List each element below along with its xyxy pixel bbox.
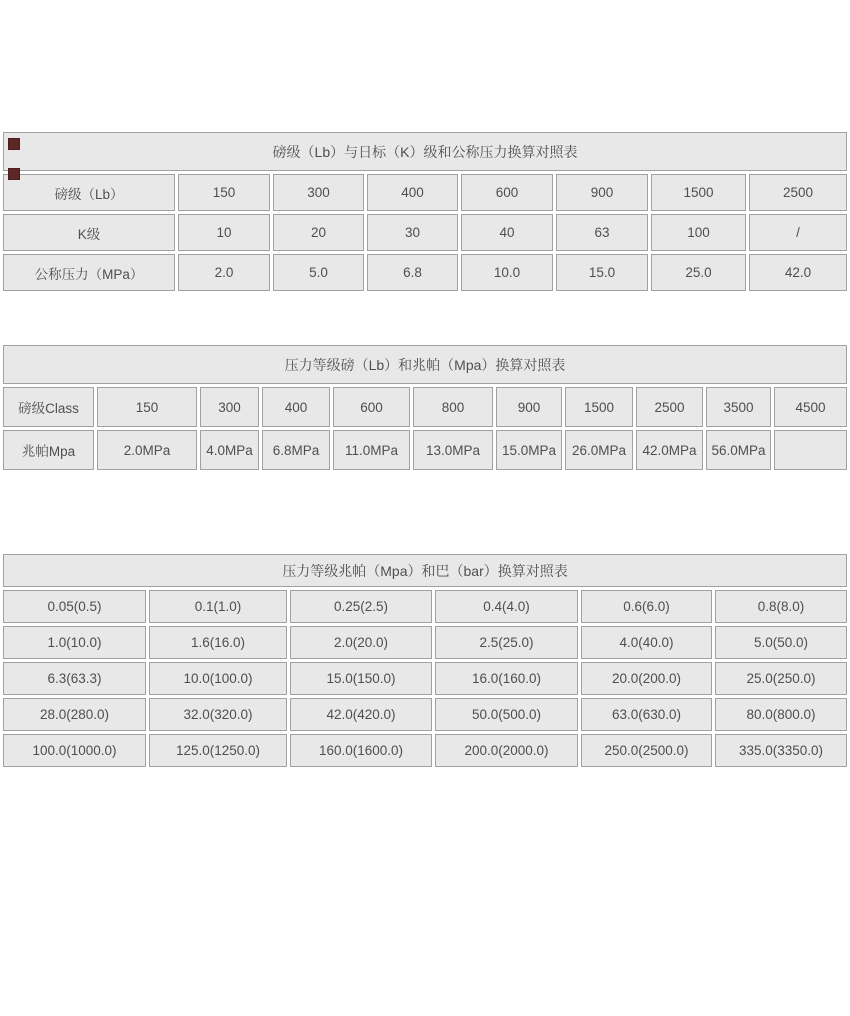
table-cell: 25.0(250.0) xyxy=(715,662,847,695)
table-title-row xyxy=(3,554,847,587)
table-cell: 42.0(420.0) xyxy=(290,698,432,731)
table-cell: 2.5(25.0) xyxy=(435,626,578,659)
table-cell: 63.0(630.0) xyxy=(581,698,712,731)
table-cell: 50.0(500.0) xyxy=(435,698,578,731)
table-title-row xyxy=(3,132,847,171)
table-row xyxy=(3,626,847,659)
table-cell: 125.0(1250.0) xyxy=(149,734,287,767)
table-cell: 335.0(3350.0) xyxy=(715,734,847,767)
table-cell: 250.0(2500.0) xyxy=(581,734,712,767)
table-row xyxy=(3,662,847,695)
table-row xyxy=(3,734,847,767)
table-row xyxy=(3,698,847,731)
table-cell: 10 xyxy=(178,214,270,251)
table-cell: 30 xyxy=(367,214,458,251)
table-cell: 5.0(50.0) xyxy=(715,626,847,659)
row-label-cell: 磅级Class xyxy=(3,387,94,427)
row-label-cell: 100.0(1000.0) xyxy=(3,734,146,767)
table-cell: 56.0MPa xyxy=(706,430,771,470)
table-cell: 150 xyxy=(178,174,270,211)
table-cell: 1.6(16.0) xyxy=(149,626,287,659)
table-cell: 400 xyxy=(367,174,458,211)
table-cell: 3500 xyxy=(706,387,771,427)
table-cell: 5.0 xyxy=(273,254,364,291)
table-cell: 10.0 xyxy=(461,254,553,291)
table-cell: 80.0(800.0) xyxy=(715,698,847,731)
table-cell: 2.0 xyxy=(178,254,270,291)
table-cell: 6.8 xyxy=(367,254,458,291)
table-cell: 15.0MPa xyxy=(496,430,562,470)
table-cell: 900 xyxy=(496,387,562,427)
table-cell: 32.0(320.0) xyxy=(149,698,287,731)
table-cell: 400 xyxy=(262,387,330,427)
table-cell: 4.0(40.0) xyxy=(581,626,712,659)
row-label-cell: 公称压力（MPa） xyxy=(3,254,175,291)
table-cell: 600 xyxy=(333,387,410,427)
table-cell: 26.0MPa xyxy=(565,430,633,470)
pound-mpa-conversion-table xyxy=(0,342,850,473)
table-cell: 40 xyxy=(461,214,553,251)
table-title: 压力等级兆帕（Mpa）和巴（bar）换算对照表 xyxy=(3,554,847,587)
table-cell: 20.0(200.0) xyxy=(581,662,712,695)
table-cell: 42.0MPa xyxy=(636,430,703,470)
table-cell: 0.4(4.0) xyxy=(435,590,578,623)
table-row xyxy=(3,590,847,623)
table-cell: 11.0MPa xyxy=(333,430,410,470)
table-cell: / xyxy=(749,214,847,251)
table-title-row xyxy=(3,345,847,384)
row-label-cell: 28.0(280.0) xyxy=(3,698,146,731)
table-cell: 0.25(2.5) xyxy=(290,590,432,623)
table-cell: 800 xyxy=(413,387,493,427)
table-cell: 160.0(1600.0) xyxy=(290,734,432,767)
table-cell: 1500 xyxy=(565,387,633,427)
row-label-cell: 兆帕Mpa xyxy=(3,430,94,470)
table-cell: 10.0(100.0) xyxy=(149,662,287,695)
table-cell xyxy=(774,430,847,470)
table-cell: 15.0 xyxy=(556,254,648,291)
table-body xyxy=(3,174,847,291)
table-body xyxy=(3,590,847,767)
table-row xyxy=(3,430,847,470)
table-cell: 6.8MPa xyxy=(262,430,330,470)
row-label-cell: K级 xyxy=(3,214,175,251)
row-label-cell: 1.0(10.0) xyxy=(3,626,146,659)
table-cell: 2500 xyxy=(749,174,847,211)
table-cell: 20 xyxy=(273,214,364,251)
table-row xyxy=(3,174,847,211)
table-cell: 42.0 xyxy=(749,254,847,291)
table-row xyxy=(3,214,847,251)
table-row xyxy=(3,387,847,427)
table-cell: 300 xyxy=(273,174,364,211)
table-cell: 4.0MPa xyxy=(200,430,259,470)
table-title: 压力等级磅（Lb）和兆帕（Mpa）换算对照表 xyxy=(3,345,847,384)
table-title: 磅级（Lb）与日标（K）级和公称压力换算对照表 xyxy=(3,132,847,171)
table-cell: 0.1(1.0) xyxy=(149,590,287,623)
table-cell: 0.6(6.0) xyxy=(581,590,712,623)
broken-image-icon xyxy=(8,168,20,180)
row-label-cell: 6.3(63.3) xyxy=(3,662,146,695)
table-cell: 900 xyxy=(556,174,648,211)
table-cell: 16.0(160.0) xyxy=(435,662,578,695)
table-cell: 4500 xyxy=(774,387,847,427)
row-label-cell: 磅级（Lb） xyxy=(3,174,175,211)
table-cell: 13.0MPa xyxy=(413,430,493,470)
table-cell: 2500 xyxy=(636,387,703,427)
table-cell: 200.0(2000.0) xyxy=(435,734,578,767)
table-row xyxy=(3,254,847,291)
mpa-bar-conversion-table xyxy=(0,551,850,770)
table-cell: 25.0 xyxy=(651,254,746,291)
table-cell: 2.0MPa xyxy=(97,430,197,470)
table-body xyxy=(3,387,847,470)
table-cell: 100 xyxy=(651,214,746,251)
table-cell: 150 xyxy=(97,387,197,427)
page xyxy=(0,129,850,1016)
table-cell: 600 xyxy=(461,174,553,211)
row-label-cell: 0.05(0.5) xyxy=(3,590,146,623)
table-cell: 2.0(20.0) xyxy=(290,626,432,659)
table-cell: 1500 xyxy=(651,174,746,211)
table-cell: 300 xyxy=(200,387,259,427)
broken-image-icon xyxy=(8,138,20,150)
table-cell: 15.0(150.0) xyxy=(290,662,432,695)
table-cell: 0.8(8.0) xyxy=(715,590,847,623)
pound-k-pressure-conversion-table xyxy=(0,129,850,294)
table-cell: 63 xyxy=(556,214,648,251)
